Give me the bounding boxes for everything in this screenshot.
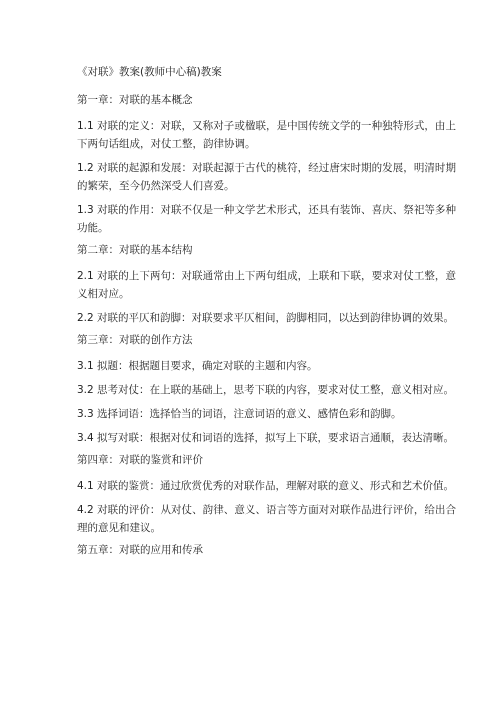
chapter-heading: 第三章：对联的创作方法 <box>77 334 193 346</box>
paragraph: 3.3 选择词语：选择恰当的词语，注意词语的意义、感情色彩和韵脚。 <box>77 408 402 420</box>
paragraph: 1.1 对联的定义：对联，又称对子或楹联，是中国传统文学的一种独特形式，由上下两句话组成，对仗工整，韵律协调。 <box>77 120 456 150</box>
paragraph: 3.2 思考对仗：在上联的基础上，思考下联的内容，要求对仗工整，意义相对应。 <box>77 384 455 396</box>
paragraph: 2.1 对联的上下两句：对联通常由上下两句组成，上联和下联，要求对仗工整，意义相对应。 <box>77 270 456 300</box>
chapter-5 <box>77 543 456 557</box>
paragraph: 4.2 对联的评价：从对仗、韵律、意义、语言等方面对对联作品进行评价，给出合理的意见和建议。 <box>77 504 456 534</box>
chapter-heading: 第二章：对联的基本结构 <box>77 244 193 256</box>
chapter-heading: 第五章：对联的应用和传承 <box>77 544 203 556</box>
chapter-4 <box>77 453 456 537</box>
paragraph: 3.1 拟题：根据题目要求，确定对联的主题和内容。 <box>77 360 318 372</box>
chapter-1 <box>77 93 456 237</box>
chapter-heading: 第一章：对联的基本概念 <box>77 94 193 106</box>
paragraph: 4.1 对联的鉴赏：通过欣赏优秀的对联作品，理解对联的意义、形式和艺术价值。 <box>77 480 455 492</box>
paragraph: 3.4 拟写对联：根据对仗和词语的选择，拟写上下联，要求语言通顺，表达清晰。 <box>77 432 455 444</box>
document-title: 《对联》教案(教师中心稿)教案 <box>77 66 222 78</box>
chapter-3 <box>77 333 456 447</box>
paragraph: 2.2 对联的平仄和韵脚：对联要求平仄相间，韵脚相同，以达到韵律协调的效果。 <box>77 312 455 324</box>
paragraph: 1.2 对联的起源和发展：对联起源于古代的桃符，经过唐宋时期的发展，明清时期的繁荣，至今仍然深受人们喜爱。 <box>77 162 456 192</box>
chapter-2 <box>77 243 456 327</box>
chapter-heading: 第四章：对联的鉴赏和评价 <box>77 454 203 466</box>
paragraph: 1.3 对联的作用：对联不仅是一种文学艺术形式，还具有装饰、喜庆、祭祀等多种功能。 <box>77 204 456 234</box>
